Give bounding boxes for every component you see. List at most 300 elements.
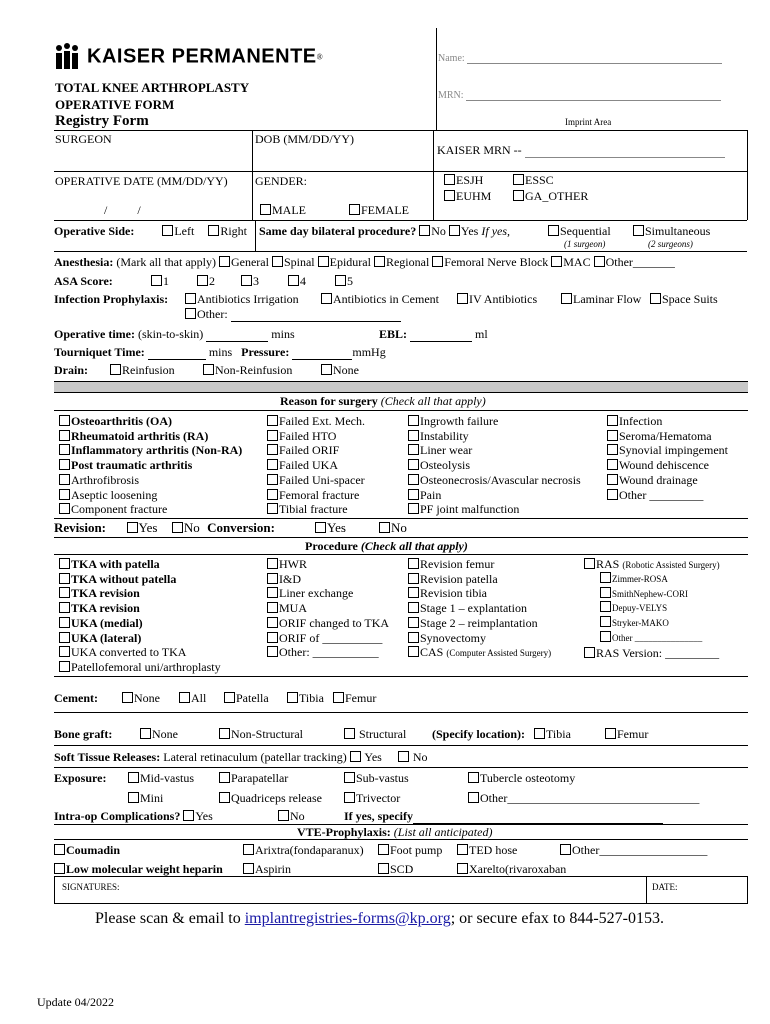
revision-no-checkbox[interactable] [172, 522, 183, 533]
infection-laminar[interactable] [561, 292, 641, 307]
drain-none-checkbox[interactable] [321, 364, 332, 375]
cement-patella-checkbox[interactable] [224, 692, 235, 703]
facility-euhm[interactable] [444, 189, 491, 204]
proc-tka-revision-1[interactable] [59, 586, 221, 601]
liner-exchange-label: Liner exchange [279, 586, 354, 601]
proc-uka-converted[interactable] [59, 645, 221, 660]
osteonecrosis-checkbox[interactable] [408, 474, 419, 485]
foot-pump-checkbox[interactable] [378, 844, 389, 855]
vte-other[interactable] [560, 843, 707, 858]
ga-other-checkbox[interactable] [513, 190, 524, 201]
asa-1[interactable] [151, 274, 169, 289]
proc-revision-patella[interactable] [408, 572, 551, 587]
infection-reason-checkbox[interactable] [607, 415, 618, 426]
zimmer-rosa-checkbox[interactable] [600, 572, 611, 583]
update-date: Update 04/2022 [37, 995, 114, 1009]
asa-4[interactable] [288, 274, 306, 289]
bone-graft-tibia-checkbox[interactable] [534, 728, 545, 739]
exposure-trivector[interactable] [344, 791, 400, 806]
complications-label: Intra-op Complications? [54, 809, 181, 823]
soft-tissue-no[interactable] [398, 750, 428, 764]
bilateral-yes[interactable] [449, 224, 478, 238]
sequential-checkbox[interactable] [548, 225, 559, 236]
ra-label: Rheumatoid arthritis (RA) [71, 428, 209, 443]
soft-tissue-yes[interactable] [350, 750, 382, 764]
reason-arthrofibrosis[interactable] [59, 473, 242, 488]
dob-field[interactable]: DOB (MM/DD/YY) [255, 132, 354, 146]
aspirin-checkbox[interactable] [243, 863, 254, 874]
complications-specify-label: If yes, specify [344, 809, 413, 823]
bone-graft-none-checkbox[interactable] [140, 728, 151, 739]
anesthesia-other-checkbox[interactable] [594, 256, 605, 267]
reason-osteolysis[interactable] [408, 458, 581, 473]
infection-other[interactable] [185, 307, 401, 322]
proc-hwr[interactable] [267, 557, 389, 572]
bone-graft-non-structural[interactable] [219, 727, 303, 742]
quadriceps-checkbox[interactable] [219, 792, 230, 803]
anesthesia-general[interactable] [219, 255, 269, 269]
reason-post-traumatic[interactable] [59, 458, 242, 473]
asa-5[interactable] [335, 274, 353, 289]
vte-ted-hose[interactable] [457, 843, 517, 858]
essc-checkbox[interactable] [513, 174, 524, 185]
reason-tibial-fracture[interactable] [267, 502, 365, 517]
pain-checkbox[interactable] [408, 489, 419, 500]
proc-tka-revision-2[interactable] [59, 601, 221, 616]
lmwh-label: Low molecular weight heparin [66, 862, 223, 876]
pf-joint-checkbox[interactable] [408, 503, 419, 514]
bilateral-yes-checkbox[interactable] [449, 225, 460, 236]
conversion-no-label: No [391, 520, 407, 535]
anesthesia-hint: (Mark all that apply) [116, 255, 216, 269]
osteolysis-checkbox[interactable] [408, 459, 419, 470]
complications-specify[interactable] [344, 809, 663, 824]
reason-pf-joint[interactable] [408, 502, 581, 517]
hwr-checkbox[interactable] [267, 558, 278, 569]
i-and-d-checkbox[interactable] [267, 573, 278, 584]
reason-oa[interactable] [59, 414, 242, 429]
pf-joint-label: PF joint malfunction [420, 502, 520, 517]
kaiser-mrn-field[interactable] [437, 143, 725, 158]
tourniquet-unit: mins [208, 345, 233, 359]
reason-instability[interactable] [408, 429, 581, 444]
ted-hose-checkbox[interactable] [457, 844, 468, 855]
right-checkbox[interactable] [208, 225, 219, 236]
lmwh-checkbox[interactable] [54, 863, 65, 874]
anesthesia-epidural[interactable] [318, 255, 371, 269]
failed-hto-checkbox[interactable] [267, 430, 278, 441]
tka-revision-1-checkbox[interactable] [59, 587, 70, 598]
ingrowth-failure-label: Ingrowth failure [420, 414, 499, 428]
kaiser-logo [54, 42, 323, 72]
aseptic-loosening-checkbox[interactable] [59, 489, 70, 500]
revision-patella-label: Revision patella [420, 571, 498, 586]
tubercle-checkbox[interactable] [468, 772, 479, 783]
component-fracture-checkbox[interactable] [59, 503, 70, 514]
irrigation-checkbox[interactable] [185, 293, 196, 304]
infection-cement[interactable] [321, 292, 439, 307]
anesthesia-femoral-nerve-block[interactable] [432, 255, 548, 269]
vte-aspirin[interactable] [243, 862, 291, 877]
post-traumatic-checkbox[interactable] [59, 459, 70, 470]
ras-version-checkbox[interactable] [584, 647, 595, 658]
bilateral-no-checkbox[interactable] [419, 225, 430, 236]
reason-seroma[interactable] [607, 429, 728, 444]
reason-osteonecrosis[interactable] [408, 473, 581, 488]
regional-checkbox[interactable] [374, 256, 385, 267]
femoral-nerve-block-checkbox[interactable] [432, 256, 443, 267]
infection-other-checkbox[interactable] [185, 308, 196, 319]
scd-label: SCD [390, 862, 414, 876]
bilateral-no[interactable] [419, 224, 446, 238]
exposure-mini[interactable] [128, 791, 163, 806]
mac-checkbox[interactable] [551, 256, 562, 267]
reason-aseptic-loosening[interactable] [59, 488, 242, 503]
space-suits-checkbox[interactable] [650, 293, 661, 304]
gender-male[interactable] [260, 203, 306, 218]
wound-dehiscence-label: Wound dehiscence [619, 458, 709, 473]
orif-of-checkbox[interactable] [267, 632, 278, 643]
uka-converted-checkbox[interactable] [59, 646, 70, 657]
failed-uni-spacer-checkbox[interactable] [267, 474, 278, 485]
mrn-field[interactable] [438, 90, 721, 101]
vte-lmwh[interactable] [54, 862, 223, 877]
proc-cas[interactable] [408, 645, 551, 661]
ted-hose-label: TED hose [469, 843, 518, 857]
reason-failed-uka[interactable] [267, 458, 365, 473]
bone-graft-structural[interactable] [344, 727, 406, 742]
side-right[interactable] [208, 224, 247, 238]
irrigation-label: Antibiotics Irrigation [197, 292, 299, 306]
conversion-yes-checkbox[interactable] [315, 522, 326, 533]
vte-other-checkbox[interactable] [560, 844, 571, 855]
general-label: General [230, 255, 269, 269]
logo-registered: ® [316, 52, 323, 62]
exposure-other[interactable] [468, 791, 699, 806]
exposure-parapatellar[interactable] [219, 771, 288, 786]
proc-synovectomy[interactable] [408, 631, 551, 646]
ras-stryker-mako[interactable] [600, 616, 702, 631]
facility-essc[interactable] [513, 173, 554, 188]
complications-yes[interactable] [183, 809, 212, 823]
failed-orif-label: Failed ORIF [279, 443, 340, 458]
proc-liner-exchange[interactable] [267, 586, 389, 601]
smithnephew-cori-checkbox[interactable] [600, 587, 611, 598]
revision-yes[interactable] [127, 520, 158, 535]
parapatellar-checkbox[interactable] [219, 772, 230, 783]
left-checkbox[interactable] [162, 225, 173, 236]
proc-uka-medial[interactable] [59, 616, 221, 631]
reason-ingrowth-failure[interactable] [408, 414, 581, 429]
stage-2-checkbox[interactable] [408, 617, 419, 628]
reason-ra[interactable] [59, 429, 242, 444]
exposure-other-checkbox[interactable] [468, 792, 479, 803]
anesthesia-other[interactable] [594, 255, 675, 269]
proc-tka-with-patella[interactable] [59, 557, 221, 572]
proc-stage-1[interactable] [408, 601, 551, 616]
operative-time-row[interactable] [54, 327, 295, 342]
mid-vastus-label: Mid-vastus [140, 771, 194, 785]
name-field[interactable] [438, 53, 722, 64]
tourniquet-row[interactable] [54, 345, 386, 360]
ras-smithnephew-cori[interactable] [600, 587, 702, 602]
gender-female[interactable] [349, 203, 409, 218]
complications-no-checkbox[interactable] [278, 810, 289, 821]
laminar-flow-checkbox[interactable] [561, 293, 572, 304]
anesthesia-regional[interactable] [374, 255, 429, 269]
conversion-label: Conversion: [207, 520, 275, 535]
reason-synovial[interactable] [607, 443, 728, 458]
asa-4-checkbox[interactable] [288, 275, 299, 286]
tka-with-patella-checkbox[interactable] [59, 558, 70, 569]
uka-medial-checkbox[interactable] [59, 617, 70, 628]
conversion-yes[interactable] [315, 520, 346, 536]
coumadin-checkbox[interactable] [54, 844, 65, 855]
esjh-checkbox[interactable] [444, 174, 455, 185]
bone-graft-femur-checkbox[interactable] [605, 728, 616, 739]
bilateral-sequential[interactable] [548, 224, 611, 239]
stryker-mako-checkbox[interactable] [600, 616, 611, 627]
drain-none[interactable] [321, 363, 359, 378]
ras-version-label: RAS Version: _________ [596, 646, 720, 660]
asa-5-checkbox[interactable] [335, 275, 346, 286]
operative-side-row [54, 224, 247, 239]
cement-patella-label: Patella [236, 691, 269, 705]
reason-liner-wear[interactable] [408, 443, 581, 458]
iv-antibiotics-checkbox[interactable] [457, 293, 468, 304]
patellofemoral-checkbox[interactable] [59, 661, 70, 672]
scd-checkbox[interactable] [378, 863, 389, 874]
ras-version[interactable] [584, 646, 719, 661]
failed-orif-checkbox[interactable] [267, 444, 278, 455]
female-label: FEMALE [361, 203, 409, 217]
proc-stage-2[interactable] [408, 616, 551, 631]
cas-label: CAS [420, 645, 444, 660]
revision-femur-checkbox[interactable] [408, 558, 419, 569]
cement-all[interactable] [179, 691, 206, 706]
reason-failed-orif[interactable] [267, 443, 365, 458]
proc-orif-of[interactable] [267, 631, 389, 646]
vte-coumadin[interactable] [54, 843, 120, 858]
proc-other-checkbox[interactable] [267, 646, 278, 657]
facility-ga-other[interactable] [513, 189, 588, 204]
failed-ext-mech-checkbox[interactable] [267, 415, 278, 426]
depuy-velys-checkbox[interactable] [600, 601, 611, 612]
female-checkbox[interactable] [349, 204, 360, 215]
wound-drainage-checkbox[interactable] [607, 474, 618, 485]
proc-revision-tibia[interactable] [408, 586, 551, 601]
vte-arixtra[interactable] [243, 843, 364, 858]
non-structural-checkbox[interactable] [219, 728, 230, 739]
exposure-tubercle[interactable] [468, 771, 575, 786]
cement-all-checkbox[interactable] [179, 692, 190, 703]
asa-2-checkbox[interactable] [197, 275, 208, 286]
reason-inflammatory[interactable] [59, 443, 242, 458]
cas-hint: (Computer Assisted Surgery) [446, 648, 552, 659]
cement-tibia-checkbox[interactable] [287, 692, 298, 703]
mrn-label: MRN: [438, 90, 464, 101]
infection-iv[interactable] [457, 292, 537, 307]
reinfusion-checkbox[interactable] [110, 364, 121, 375]
xarelto-checkbox[interactable] [457, 863, 468, 874]
proc-orif-changed[interactable] [267, 616, 389, 631]
trivector-checkbox[interactable] [344, 792, 355, 803]
cement-femur[interactable] [333, 691, 376, 706]
vte-title [297, 825, 492, 840]
reason-pain[interactable] [408, 488, 581, 503]
ras-other-checkbox[interactable] [600, 631, 611, 642]
liner-wear-checkbox[interactable] [408, 444, 419, 455]
non-reinfusion-checkbox[interactable] [203, 364, 214, 375]
ingrowth-failure-checkbox[interactable] [408, 415, 419, 426]
orif-changed-checkbox[interactable] [267, 617, 278, 628]
proc-i-and-d[interactable] [267, 572, 389, 587]
soft-tissue-yes-checkbox[interactable] [350, 751, 361, 762]
asa-3-checkbox[interactable] [241, 275, 252, 286]
ra-checkbox[interactable] [59, 430, 70, 441]
drain-non-reinfusion[interactable] [203, 363, 292, 378]
surgeon-field[interactable]: SURGEON [55, 132, 112, 146]
signatures-field[interactable]: SIGNATURES: [62, 882, 120, 892]
exposure-sub-vastus[interactable] [344, 771, 409, 786]
synovial-checkbox[interactable] [607, 444, 618, 455]
reason-component-fracture[interactable] [59, 502, 242, 517]
liner-exchange-checkbox[interactable] [267, 587, 278, 598]
asa-1-checkbox[interactable] [151, 275, 162, 286]
tka-revision-2-checkbox[interactable] [59, 602, 70, 613]
anesthesia-mac[interactable] [551, 255, 590, 269]
reason-femoral-fracture[interactable] [267, 488, 365, 503]
conversion-no-checkbox[interactable] [379, 522, 390, 533]
uka-lateral-checkbox[interactable] [59, 632, 70, 643]
ras-checkbox[interactable] [584, 558, 595, 569]
anesthesia-spinal[interactable] [272, 255, 315, 269]
revision-no[interactable] [172, 520, 200, 535]
ras-other[interactable] [600, 631, 702, 646]
inflammatory-label: Inflammatory arthritis (Non-RA) [71, 443, 243, 458]
general-checkbox[interactable] [219, 256, 230, 267]
date-field[interactable]: DATE: [652, 882, 678, 892]
asa-3[interactable] [241, 274, 259, 289]
arthrofibrosis-checkbox[interactable] [59, 474, 70, 485]
infection-irrigation[interactable] [185, 292, 299, 307]
inflammatory-checkbox[interactable] [59, 444, 70, 455]
synovectomy-label: Synovectomy [420, 630, 486, 645]
bone-graft-none[interactable] [140, 727, 178, 742]
cement-patella[interactable] [224, 691, 269, 706]
revision-yes-checkbox[interactable] [127, 522, 138, 533]
proc-mua[interactable] [267, 601, 389, 616]
non-structural-label: Non-Structural [231, 727, 303, 741]
complications-no[interactable] [278, 809, 305, 824]
vte-scd[interactable] [378, 862, 413, 877]
femoral-fracture-checkbox[interactable] [267, 489, 278, 500]
proc-revision-femur[interactable] [408, 557, 551, 572]
mini-checkbox[interactable] [128, 792, 139, 803]
proc-other[interactable] [267, 645, 389, 660]
epidural-checkbox[interactable] [318, 256, 329, 267]
reason-wound-dehiscence[interactable] [607, 458, 728, 473]
cement-none[interactable] [122, 691, 160, 706]
infection-space-suits[interactable] [650, 292, 718, 307]
reason-other-checkbox[interactable] [607, 489, 618, 500]
proc-patellofemoral[interactable] [59, 660, 221, 675]
reason-infection[interactable] [607, 414, 728, 429]
bone-graft-femur[interactable] [605, 727, 648, 742]
reason-failed-uni-spacer[interactable] [267, 473, 365, 488]
reason-failed-ext-mech[interactable] [267, 414, 365, 429]
wound-dehiscence-checkbox[interactable] [607, 459, 618, 470]
vte-xarelto[interactable] [457, 862, 566, 877]
tka-without-patella-checkbox[interactable] [59, 573, 70, 584]
exposure-quadriceps[interactable] [219, 791, 322, 806]
cement-tibia[interactable] [287, 691, 324, 706]
reason-other[interactable] [607, 488, 728, 503]
ras-depuy-velys[interactable] [600, 601, 702, 616]
mid-vastus-checkbox[interactable] [128, 772, 139, 783]
arixtra-checkbox[interactable] [243, 844, 254, 855]
cas-checkbox[interactable] [408, 646, 419, 657]
side-left[interactable] [162, 224, 194, 238]
bone-graft-tibia[interactable] [534, 727, 571, 742]
registry-email-link[interactable]: implantregistries-forms@kp.org [244, 910, 451, 927]
proc-tka-without-patella[interactable] [59, 572, 221, 587]
asa-2[interactable] [197, 274, 215, 289]
revision-label: Revision: [54, 520, 106, 535]
conversion-no[interactable] [379, 520, 407, 536]
seroma-checkbox[interactable] [607, 430, 618, 441]
procedure-col1 [59, 557, 221, 675]
male-checkbox[interactable] [260, 204, 271, 215]
cement-none-checkbox[interactable] [122, 692, 133, 703]
uka-medial-label: UKA (medial) [71, 615, 143, 630]
spinal-checkbox[interactable] [272, 256, 283, 267]
revision-tibia-checkbox[interactable] [408, 587, 419, 598]
tibial-fracture-checkbox[interactable] [267, 503, 278, 514]
bilateral-simultaneous[interactable] [633, 224, 710, 239]
complications-yes-checkbox[interactable] [183, 810, 194, 821]
ebl-row[interactable] [379, 327, 488, 342]
ras-zimmer-rosa[interactable] [600, 572, 702, 587]
reason-failed-hto[interactable] [267, 429, 365, 444]
synovectomy-checkbox[interactable] [408, 632, 419, 643]
procedure-title-text: Procedure [305, 539, 358, 553]
facility-esjh[interactable] [444, 173, 483, 188]
cement-femur-checkbox[interactable] [333, 692, 344, 703]
vte-foot-pump[interactable] [378, 843, 442, 858]
stage-1-checkbox[interactable] [408, 602, 419, 613]
sub-vastus-checkbox[interactable] [344, 772, 355, 783]
reason-wound-drainage[interactable] [607, 473, 728, 488]
proc-ras[interactable] [584, 557, 720, 572]
infection-other-label: Other: [197, 307, 228, 321]
operative-date-field[interactable]: OPERATIVE DATE (MM/DD/YY) [55, 174, 228, 188]
exposure-mid-vastus[interactable] [128, 771, 194, 786]
oa-checkbox[interactable] [59, 415, 70, 426]
failed-uka-checkbox[interactable] [267, 459, 278, 470]
instability-checkbox[interactable] [408, 430, 419, 441]
mua-checkbox[interactable] [267, 602, 278, 613]
revision-patella-checkbox[interactable] [408, 573, 419, 584]
soft-tissue-no-checkbox[interactable] [398, 751, 409, 762]
simultaneous-checkbox[interactable] [633, 225, 644, 236]
cement-none-label: None [134, 691, 160, 705]
drain-reinfusion[interactable] [110, 363, 175, 378]
cement-antibiotics-checkbox[interactable] [321, 293, 332, 304]
proc-uka-lateral[interactable] [59, 631, 221, 646]
structural-checkbox[interactable] [344, 728, 355, 739]
euhm-checkbox[interactable] [444, 190, 455, 201]
